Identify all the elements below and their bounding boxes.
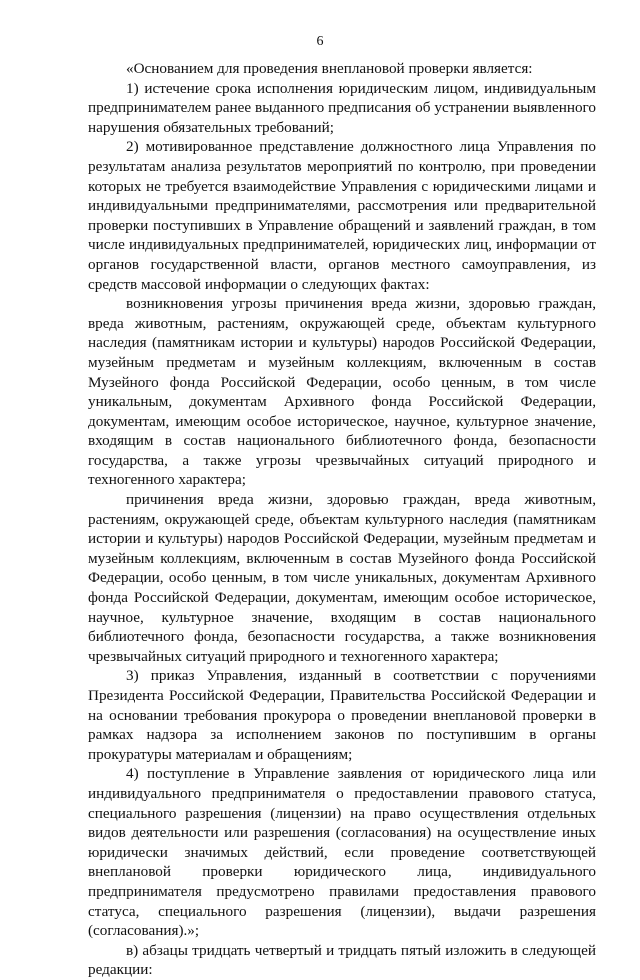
paragraph-item-4: 4) поступление в Управление заявления от юридического лица или индивидуального предпринимателя о предоставлении правового статуса, специального разрешения (лицензии) на право осуществления отдельных видов деятельности или разрешения (согласования) на осуществление иных юридически значимых действий, если проведение соответствующей внеплановой проверки юридического лица, индивидуального предпринимателя предусмотрено правилами предоставления правового статуса, специального разрешения (лицензии), выдачи разрешения (согласования).»; [88,765,596,940]
document-body [88,59,596,980]
page-number: 6 [316,34,324,49]
paragraph-item-3: 3) приказ Управления, изданный в соответствии с поручениями Президента Российской Федерации, Правительства Российской Федерации и на основании требования прокурора о проведении внеплановой проверки в рамках надзора за исполнением законов по поступившим в органы прокуратуры материалам и обращениям; [88,667,596,763]
paragraph-item-2: 2) мотивированное представление должностного лица Управления по результатам анализа результатов мероприятий по контролю, при проведении которых не требуется взаимодействие Управления с юридическими лицами и индивидуальными предпринимателями, рассмотрения или предварительной проверки поступивших в Управление обращений и заявлений граждан, в том числе индивидуальных предпринимателей, юридических лиц, информации от органов государственной власти, органов местного самоуправления, из средств массовой информации о следующих фактах: [88,138,596,293]
paragraph-subitem-v: в) абзацы тридцать четвертый и тридцать пятый изложить в следующей редакции: [88,941,596,979]
paragraph-harm: причинения вреда жизни, здоровью граждан, вреда животным, растениям, окружающей среде, объектам культурного наследия (памятникам истории и культуры) народов Российской Федерации, музейным предметам и музейным коллекциям, включенным в состав Музейного фонда Российской Федерации, особо ценным, в том числе уникальных, документам Архивного фонда Российской Федерации, документам, имеющим особое историческое, научное, культурное значение, входящим в состав национального библиотечного фонда, безопасности государства, а также возникновения чрезвычайных ситуаций природного и техногенного характера; [88,491,596,665]
paragraph-threat: возникновения угрозы причинения вреда жизни, здоровью граждан, вреда животным, растениям, окружающей среде, объектам культурного наследия (памятникам истории и культуры) народов Российской Федерации, музейным предметам и музейным коллекциям, включенным в состав Музейного фонда Российской Федерации, особо ценным, в том числе уникальным, документам Архивного фонда Российской Федерации, документам, имеющим особое историческое, научное, культурное значение, входящим в состав национального библиотечного фонда, безопасности государства, а также угрозы чрезвычайных ситуаций природного и техногенного характера; [88,295,596,489]
paragraph-item-1: 1) истечение срока исполнения юридическим лицом, индивидуальным предпринимателем ранее выданного предписания об устранении выявленного нарушения обязательных требований; [88,79,596,136]
paragraph-intro: «Основанием для проведения внеплановой проверки является: [126,60,533,77]
